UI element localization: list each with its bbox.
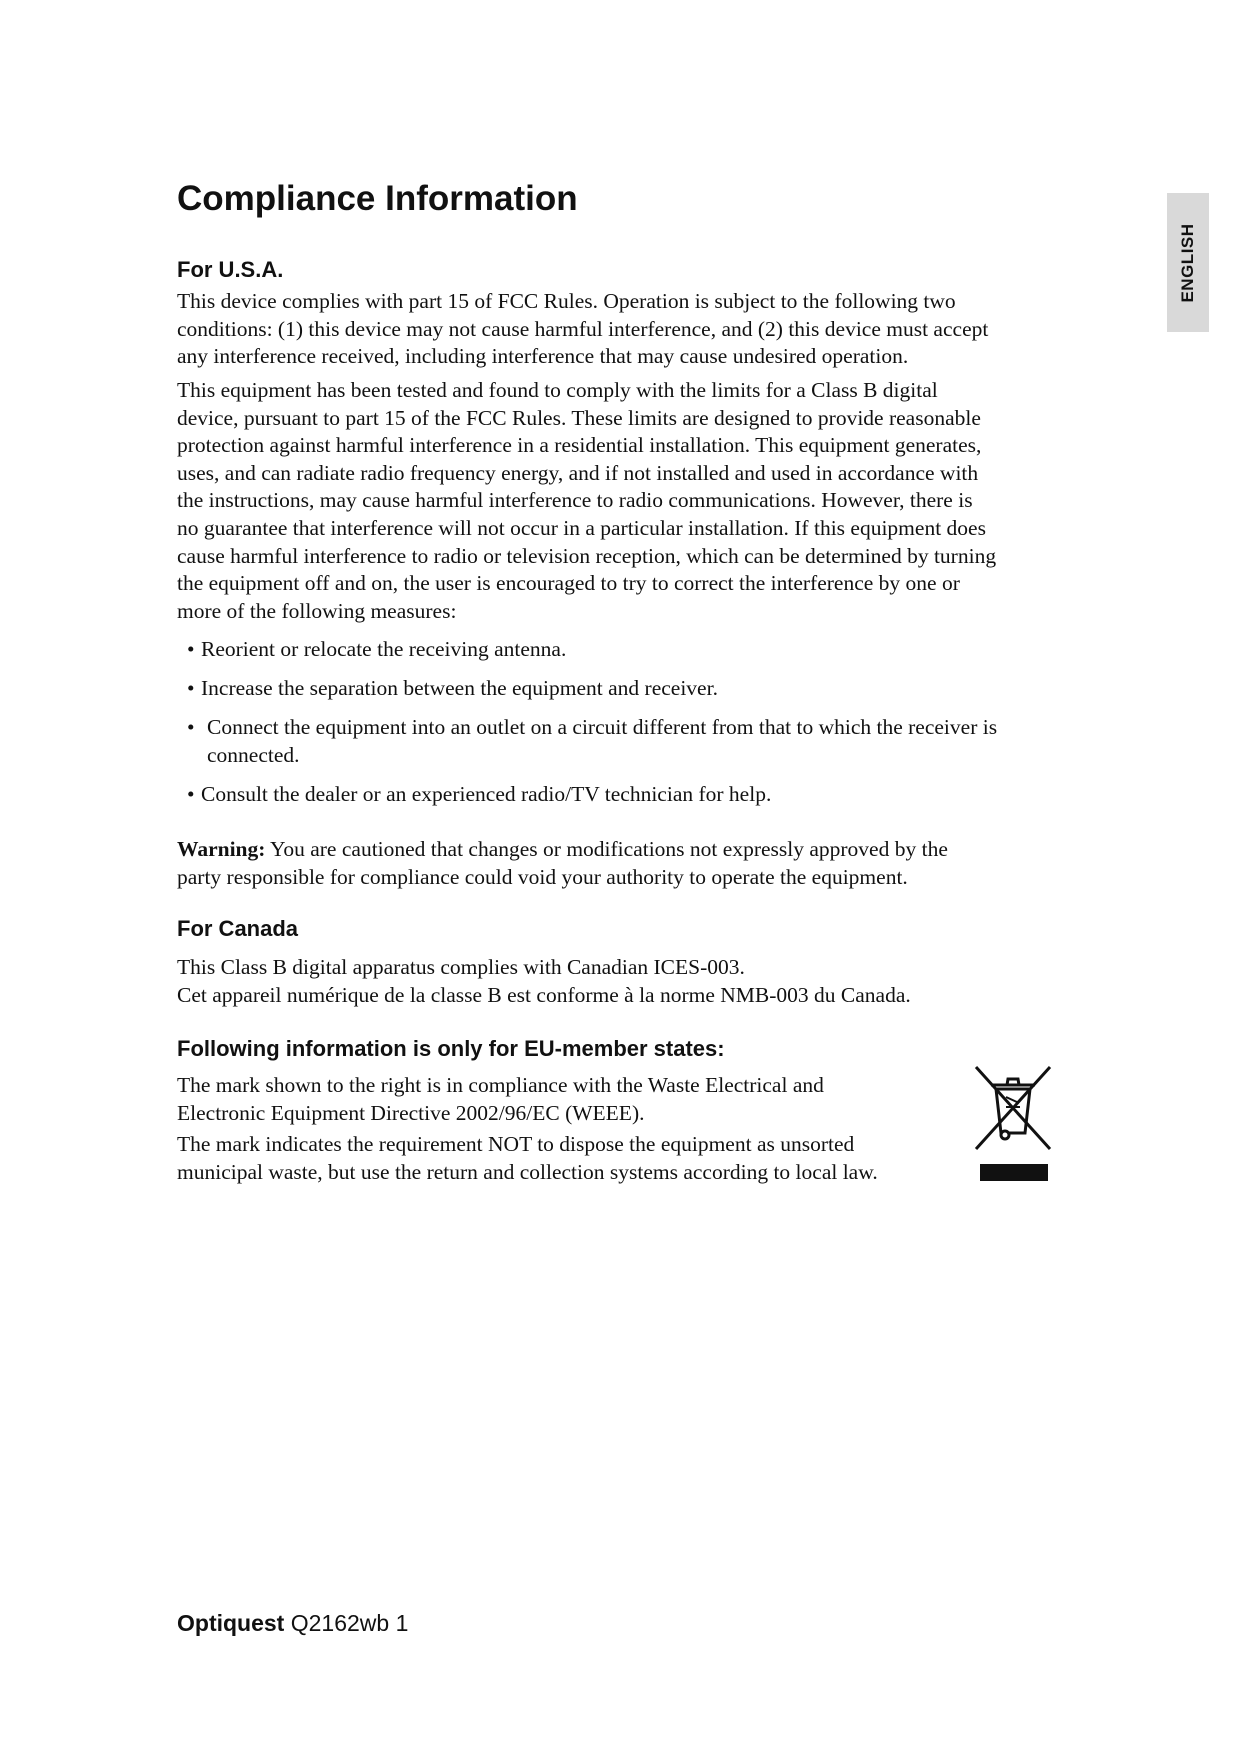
bullet: • xyxy=(187,637,195,661)
bullet: • xyxy=(187,715,195,739)
language-tab xyxy=(1167,193,1209,332)
text-line: The mark shown to the right is in compliance with the Waste Electrical and xyxy=(177,1073,824,1097)
text-line: the instructions, may cause harmful interference to radio communications. However, there is xyxy=(177,488,973,513)
list-item: • Reorient or relocate the receiving antenna. xyxy=(187,636,1091,664)
weee-crossed-bin-icon xyxy=(972,1063,1054,1183)
eu-paragraph-1 xyxy=(177,1072,957,1127)
bullet: • xyxy=(187,676,195,700)
brand-name: Optiquest xyxy=(177,1610,285,1636)
list-item: • Consult the dealer or an experienced radio/TV technician for help. xyxy=(187,781,1091,809)
text-line: You are cautioned that changes or modifications not expressly approved by the xyxy=(265,837,948,861)
text-line: conditions: (1) this device may not cause harmful interference, and (2) this device must accept xyxy=(177,316,989,341)
text-line: party responsible for compliance could void your authority to operate the equipment. xyxy=(177,864,908,889)
text-line: cause harmful interference to radio or television reception, which can be determined by turning xyxy=(177,543,997,568)
page-title: Compliance Information xyxy=(177,179,578,218)
bullet: • xyxy=(187,782,195,806)
eu-paragraph-2 xyxy=(177,1131,977,1186)
canada-heading: For Canada xyxy=(177,916,299,941)
text-line: no guarantee that interference will not occur in a particular installation. If this equipment does xyxy=(177,515,986,540)
warning-label: Warning: xyxy=(177,837,266,861)
list-item: • Connect the equipment into an outlet on a circuit different from that to which the receiver is connected. xyxy=(187,715,998,767)
usa-paragraph-2 xyxy=(177,377,1077,625)
text-line: any interference received, including interference that may cause undesired operation. xyxy=(177,344,909,369)
list-item: • Increase the separation between the equipment and receiver. xyxy=(187,675,1091,703)
usa-heading: For U.S.A. xyxy=(177,257,284,282)
text-line: protection against harmful interference in a residential installation. This equipment generates, xyxy=(177,433,982,458)
text-line: This device complies with part 15 of FCC Rules. Operation is subject to the following two xyxy=(177,289,956,313)
text-line: municipal waste, but use the return and collection systems according to local law. xyxy=(177,1159,878,1184)
language-tab-label: ENGLISH xyxy=(1178,222,1197,303)
text-line: more of the following measures: xyxy=(177,598,457,623)
canada-paragraph xyxy=(177,954,1077,1009)
text-line: Cet appareil numérique de la classe B est conforme à la norme NMB-003 du Canada. xyxy=(177,982,911,1007)
model-page-number: Q2162wb 1 xyxy=(284,1610,409,1636)
text-line: This Class B digital apparatus complies with Canadian ICES-003. xyxy=(177,955,745,979)
text-line: the equipment off and on, the user is encouraged to try to correct the interference by one or xyxy=(177,571,960,596)
footer xyxy=(177,1610,408,1637)
warning-paragraph xyxy=(177,836,1077,891)
usa-paragraph-1 xyxy=(177,288,1077,371)
text-line: Electronic Equipment Directive 2002/96/EC (WEEE). xyxy=(177,1100,645,1125)
text-line: The mark indicates the requirement NOT to dispose the equipment as unsorted xyxy=(177,1132,855,1156)
text-line: This equipment has been tested and found to comply with the limits for a Class B digital xyxy=(177,378,938,402)
text-line: device, pursuant to part 15 of the FCC Rules. These limits are designed to provide reasonable xyxy=(177,405,981,430)
text-line: uses, and can radiate radio frequency energy, and if not installed and used in accordance with xyxy=(177,460,979,485)
eu-heading: Following information is only for EU-member states: xyxy=(177,1036,725,1061)
